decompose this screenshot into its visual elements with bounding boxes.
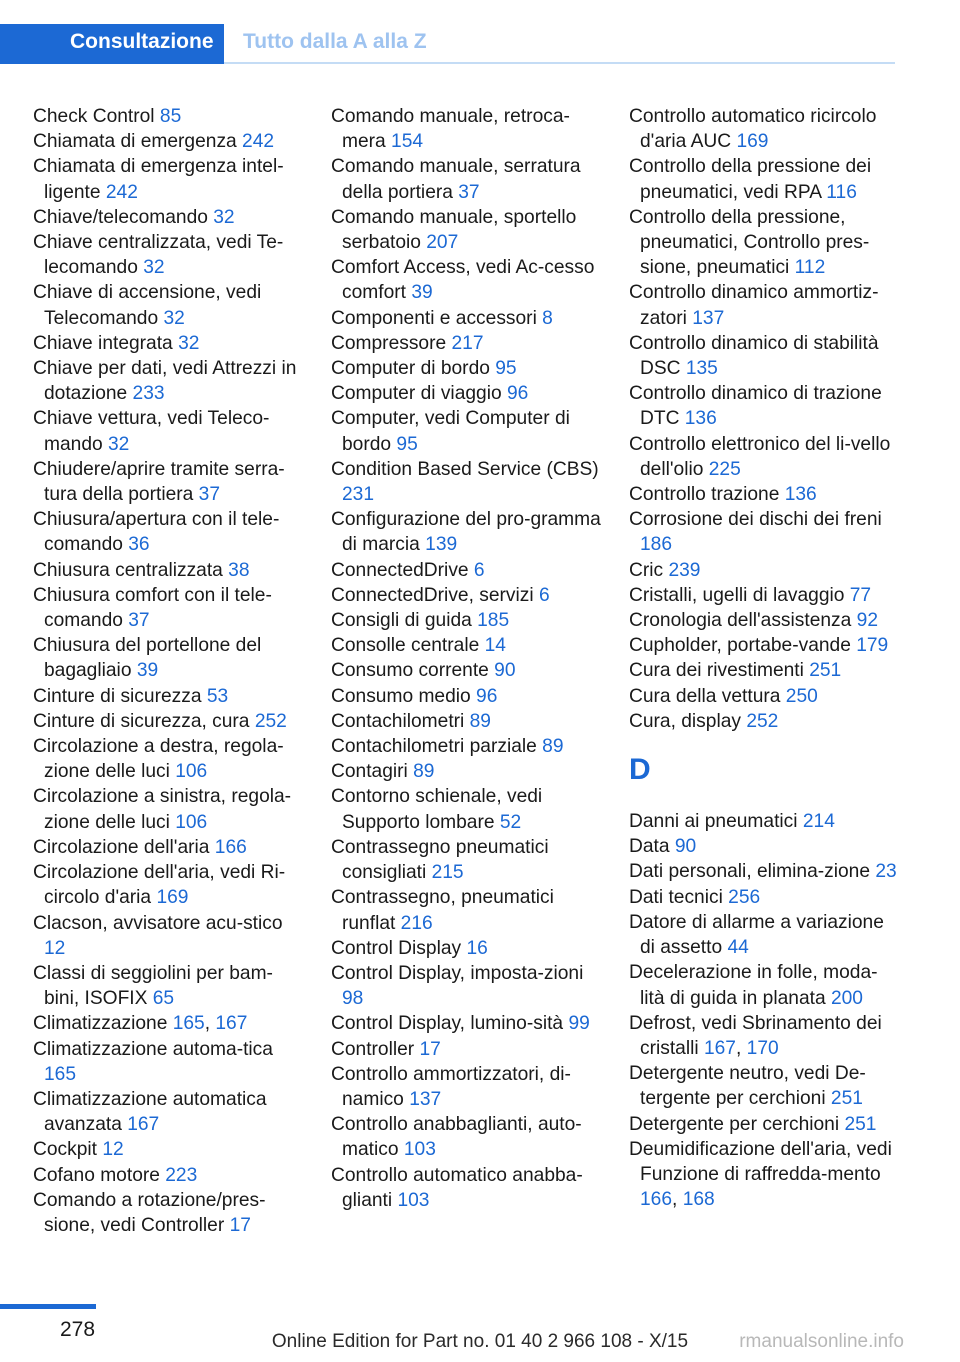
index-term: Clacson, avvisatore acu‐stico bbox=[33, 912, 283, 934]
index-term: Chiamata di emergenza bbox=[33, 131, 243, 153]
index-entry bbox=[33, 1137, 303, 1162]
index-term: Decelerazione in folle, moda‐lità di guida in planata bbox=[629, 962, 878, 1009]
index-term: Corrosione dei dischi dei freni bbox=[629, 509, 882, 531]
index-term: Compressore bbox=[331, 332, 452, 354]
index-term: Dati tecnici bbox=[629, 886, 729, 908]
index-entry bbox=[629, 910, 899, 960]
index-term: Cockpit bbox=[33, 1139, 103, 1161]
index-entry bbox=[331, 885, 601, 935]
page-reference-link[interactable]: 92 bbox=[856, 610, 878, 632]
index-term: Controllo automatico anabba‐glianti bbox=[331, 1164, 583, 1211]
index-entry bbox=[33, 457, 303, 507]
index-term: Control Display bbox=[331, 937, 467, 959]
index-term: Danni ai pneumatici bbox=[629, 811, 803, 833]
index-term: Computer di bordo bbox=[331, 358, 496, 380]
index-term: Controllo della pressione, pneumatici, Controllo pres‐sione, pneumatici bbox=[629, 206, 870, 279]
index-entry bbox=[33, 558, 303, 583]
index-term: Chiudere/aprire tramite serra‐tura della portiera bbox=[33, 458, 285, 506]
index-term: Configurazione del pro‐gramma di marcia bbox=[331, 509, 601, 556]
index-term: Cura dei rivestimenti bbox=[629, 660, 810, 682]
index-entry bbox=[629, 205, 899, 281]
page-reference-link[interactable]: 135 bbox=[685, 358, 718, 380]
page-reference-link[interactable]: 32 bbox=[163, 307, 185, 329]
page-reference-link[interactable]: 169 bbox=[156, 887, 189, 909]
index-term: Circolazione a sinistra, regola‐zione delle luci bbox=[33, 786, 292, 833]
index-entry bbox=[33, 734, 303, 784]
index-entry bbox=[331, 936, 601, 961]
index-entry bbox=[331, 558, 601, 583]
index-term: Consumo medio bbox=[331, 685, 477, 707]
page-reference-link[interactable]: 37 bbox=[458, 181, 480, 203]
index-entry bbox=[629, 885, 899, 910]
page-reference-link[interactable]: 139 bbox=[425, 534, 458, 556]
page-reference-link[interactable]: 137 bbox=[409, 1088, 442, 1110]
page-reference-link[interactable]: 37 bbox=[128, 610, 150, 632]
index-term: Chiusura comfort con il tele‐comando bbox=[33, 584, 272, 632]
page-reference-link[interactable]: 167 bbox=[215, 1013, 248, 1035]
page-reference-link[interactable]: 8 bbox=[542, 307, 553, 329]
index-entry bbox=[33, 835, 303, 860]
page-reference-link[interactable]: 116 bbox=[826, 181, 857, 203]
page-reference-link[interactable]: 136 bbox=[784, 484, 817, 506]
index-entry bbox=[629, 280, 899, 330]
index-entry bbox=[331, 835, 601, 885]
index-entry bbox=[331, 406, 601, 456]
index-entry bbox=[331, 1112, 601, 1162]
page-reference-link[interactable]: 32 bbox=[213, 206, 235, 228]
page-reference-link[interactable]: 23 bbox=[875, 861, 897, 883]
index-term: Contachilometri bbox=[331, 710, 470, 732]
page-reference-link[interactable]: 185 bbox=[477, 610, 510, 632]
page-reference-link[interactable]: 165 bbox=[44, 1063, 77, 1085]
index-term: Contagiri bbox=[331, 761, 414, 783]
page-reference-link[interactable]: 106 bbox=[175, 761, 208, 783]
index-entry bbox=[331, 457, 601, 507]
index-entry bbox=[33, 230, 303, 280]
index-entry bbox=[331, 255, 601, 305]
index-entry bbox=[33, 104, 303, 129]
index-term: Controllo dinamico di trazione DTC bbox=[629, 383, 882, 430]
index-entry bbox=[331, 608, 601, 633]
page-reference-link[interactable]: 17 bbox=[419, 1038, 441, 1060]
page-reference-link[interactable]: 103 bbox=[397, 1189, 430, 1211]
page-reference-link[interactable]: 44 bbox=[727, 937, 749, 959]
index-entry bbox=[331, 658, 601, 683]
index-entry bbox=[629, 558, 899, 583]
index-entry bbox=[331, 1062, 601, 1112]
index-term: Check Control bbox=[33, 106, 160, 127]
index-entry bbox=[629, 633, 899, 658]
page-reference-link[interactable]: 106 bbox=[175, 811, 208, 833]
page-reference-link[interactable]: 52 bbox=[499, 811, 522, 833]
page-reference-link[interactable]: 6 bbox=[538, 584, 550, 606]
index-entry bbox=[331, 734, 601, 759]
page-reference-link[interactable]: 242 bbox=[105, 181, 138, 203]
page-reference-link[interactable]: 90 bbox=[674, 836, 697, 858]
index-term: Chiusura/apertura con il tele‐comando bbox=[33, 509, 280, 556]
index-entry bbox=[331, 633, 601, 658]
index-entry bbox=[33, 633, 303, 683]
index-entry bbox=[331, 331, 601, 356]
index-entry bbox=[629, 1112, 899, 1137]
page-reference-link[interactable]: 137 bbox=[692, 307, 725, 329]
page-reference-link[interactable]: 12 bbox=[102, 1139, 124, 1161]
index-entry bbox=[331, 356, 601, 381]
index-entry bbox=[331, 104, 601, 154]
index-term: Chiusura centralizzata bbox=[33, 559, 229, 581]
page-reference-link[interactable]: 136 bbox=[684, 408, 717, 430]
index-entry bbox=[33, 684, 303, 709]
index-term: Circolazione a destra, regola‐zione delle luci bbox=[33, 736, 284, 783]
page-reference-link[interactable]: 214 bbox=[802, 811, 835, 833]
page-reference-link[interactable]: 165 bbox=[172, 1013, 205, 1035]
index-entry bbox=[629, 834, 899, 859]
index-entry bbox=[33, 1163, 303, 1188]
index-term: Comando a rotazione/pres‐sione, vedi Controller bbox=[33, 1189, 266, 1236]
page-reference-link[interactable]: 215 bbox=[431, 862, 464, 884]
page-reference-link[interactable]: 39 bbox=[411, 282, 433, 304]
page-reference-link[interactable]: 207 bbox=[426, 232, 459, 254]
page-reference-link[interactable]: 38 bbox=[228, 559, 250, 581]
index-entry bbox=[33, 911, 303, 961]
index-entry bbox=[33, 860, 303, 910]
index-term: Comando manuale, retroca‐mera bbox=[331, 106, 570, 153]
index-term: ConnectedDrive, servizi bbox=[331, 584, 539, 606]
index-entry bbox=[33, 129, 303, 154]
index-term: Defrost, vedi Sbrinamento dei cristalli bbox=[629, 1012, 882, 1059]
page-reference-link[interactable]: 251 bbox=[844, 1113, 877, 1135]
index-entry bbox=[629, 104, 899, 154]
index-column-2 bbox=[331, 104, 601, 1213]
index-term: Contachilometri parziale bbox=[331, 736, 543, 758]
page-reference-link[interactable]: 154 bbox=[391, 131, 424, 153]
index-entry bbox=[33, 280, 303, 330]
index-column-3 bbox=[629, 104, 899, 1212]
index-term: Detergente per cerchioni bbox=[629, 1113, 845, 1135]
index-term: Componenti e accessori bbox=[331, 307, 543, 329]
page-reference-link[interactable]: 103 bbox=[403, 1139, 436, 1161]
page-reference-link[interactable]: 252 bbox=[254, 710, 287, 732]
tab-consultazione[interactable]: Consultazione bbox=[70, 30, 214, 53]
page-reference-link[interactable]: 112 bbox=[794, 257, 826, 279]
index-entry bbox=[33, 406, 303, 456]
page-reference-link[interactable]: 231 bbox=[342, 484, 375, 506]
index-entry bbox=[331, 784, 601, 834]
index-term: Dati personali, elimina‐zione bbox=[629, 861, 876, 883]
index-term: Contrassegno, pneumatici runflat bbox=[331, 887, 554, 934]
index-entry bbox=[331, 1011, 601, 1036]
index-term: Consigli di guida bbox=[331, 610, 478, 632]
index-term: Cric bbox=[629, 559, 669, 581]
page-reference-link[interactable]: 96 bbox=[506, 383, 529, 405]
page-reference-link[interactable]: 36 bbox=[128, 534, 150, 556]
index-term: Consolle centrale bbox=[331, 635, 485, 657]
index-entry bbox=[629, 331, 899, 381]
index-entry bbox=[33, 1037, 303, 1087]
index-term: Controllo automatico ricircolo d'aria AUC bbox=[629, 106, 877, 153]
page-reference-link[interactable]: 250 bbox=[785, 685, 818, 707]
page-reference-link[interactable]: 12 bbox=[44, 937, 66, 959]
index-term: Controllo anabbaglianti, auto‐matico bbox=[331, 1114, 582, 1161]
index-entry bbox=[33, 784, 303, 834]
section-title: Tutto dalla A alla Z bbox=[243, 30, 427, 53]
page-reference-link[interactable]: 6 bbox=[473, 559, 485, 581]
index-entry bbox=[629, 859, 899, 884]
index-entry bbox=[331, 1163, 601, 1213]
index-term: Controllo dinamico di stabilità DSC bbox=[629, 332, 879, 380]
page-reference-link[interactable]: 89 bbox=[542, 736, 564, 758]
page-reference-link[interactable]: 85 bbox=[159, 106, 182, 127]
page-reference-link[interactable]: 168 bbox=[682, 1189, 715, 1211]
index-term: Chiave per dati, vedi Attrezzi in dotazione bbox=[33, 358, 297, 405]
index-term: Consumo corrente bbox=[331, 660, 495, 682]
index-entry bbox=[33, 1087, 303, 1137]
index-term: Circolazione dell'aria, vedi Ri‐circolo d'aria bbox=[33, 862, 286, 909]
page-reference-link[interactable]: 17 bbox=[229, 1214, 251, 1236]
page-reference-link[interactable]: 170 bbox=[746, 1037, 779, 1059]
index-term: Cronologia dell'assistenza bbox=[629, 610, 857, 632]
page-reference-link[interactable]: 200 bbox=[830, 987, 863, 1009]
index-term: Datore di allarme a variazione di assetto bbox=[629, 911, 884, 959]
index-entry: Deumidificazione dell'aria, vedi Funzione di raffredda‐mento 166, 168 bbox=[629, 1138, 892, 1211]
index-entry bbox=[331, 306, 601, 331]
index-term: Contorno schienale, vedi Supporto lombare bbox=[331, 786, 543, 833]
index-entry: Defrost, vedi Sbrinamento dei cristalli 167, 170 bbox=[629, 1012, 882, 1059]
index-term: Climatizzazione bbox=[33, 1013, 173, 1035]
page-reference-link[interactable]: 95 bbox=[495, 358, 517, 380]
index-term: Comando manuale, serratura della portiera bbox=[331, 156, 581, 203]
page-reference-link[interactable]: 39 bbox=[136, 660, 159, 682]
index-entry bbox=[629, 154, 899, 204]
watermark-text: rmanualsonline.info bbox=[739, 1331, 904, 1352]
header-divider bbox=[224, 62, 895, 64]
index-term: Controllo dinamico ammortiz‐zatori bbox=[629, 282, 879, 329]
page-reference-link[interactable]: 169 bbox=[736, 131, 769, 153]
index-term: Chiave di accensione, vedi Telecomando bbox=[33, 282, 262, 329]
index-entry bbox=[629, 432, 899, 482]
index-term: Cura della vettura bbox=[629, 685, 786, 707]
index-term: ConnectedDrive bbox=[331, 559, 474, 581]
page-reference-link[interactable]: 95 bbox=[396, 433, 418, 455]
index-term: Comando manuale, sportello serbatoio bbox=[331, 206, 577, 254]
index-term: Chiamata di emergenza intel‐ligente bbox=[33, 156, 284, 203]
index-entry bbox=[629, 507, 899, 557]
page-reference-link[interactable]: 252 bbox=[746, 710, 779, 732]
index-term: Climatizzazione automa‐tica bbox=[33, 1038, 273, 1060]
page-reference-link[interactable]: 233 bbox=[132, 383, 165, 405]
page-reference-link[interactable]: 179 bbox=[856, 635, 889, 657]
index-term: Cinture di sicurezza bbox=[33, 685, 207, 707]
page-reference-link[interactable]: 32 bbox=[143, 257, 165, 279]
page-number: 278 bbox=[60, 1318, 96, 1341]
index-entry bbox=[629, 1061, 899, 1111]
index-term: Detergente neutro, vedi De‐tergente per cerchioni bbox=[629, 1063, 866, 1110]
index-entry bbox=[33, 356, 303, 406]
index-term: Deumidificazione dell'aria, vedi Funzione di raffredda‐mento bbox=[629, 1138, 892, 1185]
index-entry bbox=[33, 205, 303, 230]
index-entry bbox=[629, 381, 899, 431]
page-reference-link[interactable]: 53 bbox=[206, 685, 229, 707]
page-reference-link[interactable]: 256 bbox=[728, 886, 761, 908]
page-reference-link[interactable]: 242 bbox=[242, 131, 275, 153]
index-term: Chiave/telecomando bbox=[33, 206, 214, 228]
index-entry bbox=[331, 507, 601, 557]
index-term: Controllo elettronico del li‐vello dell'olio bbox=[629, 433, 891, 480]
index-term: Cinture di sicurezza, cura bbox=[33, 710, 255, 732]
index-term: Data bbox=[629, 836, 675, 858]
index-term: Controllo trazione bbox=[629, 484, 785, 506]
index-entry bbox=[331, 759, 601, 784]
index-entry: Climatizzazione 165, 167 bbox=[33, 1013, 248, 1035]
index-term: Chiave vettura, vedi Teleco‐mando bbox=[33, 408, 270, 455]
page-reference-link[interactable]: 65 bbox=[152, 988, 175, 1010]
index-entry bbox=[33, 961, 303, 1011]
index-term: Computer, vedi Computer di bordo bbox=[331, 408, 570, 455]
index-entry bbox=[331, 381, 601, 406]
page-reference-link[interactable]: 251 bbox=[830, 1088, 863, 1110]
index-term: Cristalli, ugelli di lavaggio bbox=[629, 584, 850, 606]
index-entry bbox=[33, 331, 303, 356]
index-term: Contrassegno pneumatici consigliati bbox=[331, 836, 549, 884]
section-letter: D bbox=[629, 753, 651, 787]
index-term: Chiave centralizzata, vedi Te‐lecomando bbox=[33, 232, 284, 279]
index-entry bbox=[33, 154, 303, 204]
index-entry bbox=[629, 482, 899, 507]
index-entry bbox=[629, 658, 899, 683]
index-term: Cupholder, portabe‐vande bbox=[629, 635, 857, 657]
index-entry bbox=[331, 205, 601, 255]
page-reference-link[interactable]: 98 bbox=[342, 988, 364, 1010]
index-entry bbox=[331, 961, 601, 1011]
page-reference-link[interactable]: 167 bbox=[127, 1114, 160, 1136]
page-reference-link[interactable]: 90 bbox=[494, 660, 516, 682]
page-reference-link[interactable]: 99 bbox=[568, 1013, 590, 1035]
page-reference-link[interactable]: 166 bbox=[214, 836, 247, 858]
index-term: Climatizzazione automatica avanzata bbox=[33, 1088, 267, 1136]
index-entry bbox=[33, 1188, 303, 1238]
page-reference-link[interactable]: 32 bbox=[108, 433, 130, 455]
index-entry bbox=[331, 709, 601, 734]
index-entry bbox=[629, 709, 899, 734]
index-entry bbox=[331, 583, 601, 608]
index-term: Chiave integrata bbox=[33, 332, 179, 354]
index-entry bbox=[331, 684, 601, 709]
page-reference-link[interactable]: 32 bbox=[178, 332, 200, 354]
index-term: Control Display, imposta‐zioni bbox=[331, 962, 584, 984]
index-term: Control Display, lumino‐sità bbox=[331, 1013, 569, 1035]
index-entry bbox=[629, 583, 899, 608]
index-term: Computer di viaggio bbox=[331, 383, 507, 405]
page-reference-link[interactable]: 217 bbox=[451, 332, 484, 354]
index-entry bbox=[331, 1037, 601, 1062]
index-column-1 bbox=[33, 104, 303, 1238]
index-entry bbox=[33, 507, 303, 557]
page-reference-link[interactable]: 225 bbox=[708, 458, 741, 480]
index-entry bbox=[33, 709, 303, 734]
index-term: Chiusura del portellone del bagagliaio bbox=[33, 635, 262, 682]
page-reference-link[interactable]: 167 bbox=[703, 1037, 736, 1059]
page-reference-link[interactable]: 89 bbox=[469, 710, 491, 732]
index-term: Condition Based Service (CBS) bbox=[331, 458, 599, 480]
page-reference-link[interactable]: 216 bbox=[400, 912, 433, 934]
page-reference-link[interactable]: 239 bbox=[668, 559, 701, 581]
page-reference-link[interactable]: 77 bbox=[849, 584, 872, 606]
index-term: Controllo ammortizzatori, di‐namico bbox=[331, 1063, 571, 1110]
page-reference-link[interactable]: 223 bbox=[165, 1164, 198, 1186]
page-reference-link[interactable]: 251 bbox=[809, 660, 842, 682]
page-reference-link[interactable]: 89 bbox=[413, 761, 435, 783]
page-reference-link[interactable]: 37 bbox=[198, 484, 220, 506]
page-header bbox=[0, 0, 960, 64]
page-reference-link[interactable]: 14 bbox=[484, 635, 506, 657]
index-entry bbox=[33, 583, 303, 633]
index-term: Controllo della pressione dei pneumatici, vedi RPA bbox=[629, 156, 872, 203]
index-term: Classi di seggiolini per bam‐bini, ISOFIX bbox=[33, 962, 273, 1010]
page-reference-link[interactable]: 186 bbox=[640, 534, 673, 556]
edition-note: Online Edition for Part no. 01 40 2 966 108 - X/15 bbox=[271, 1331, 689, 1352]
index-entry bbox=[629, 684, 899, 709]
index-term: Circolazione dell'aria bbox=[33, 836, 215, 858]
index-term: Controller bbox=[331, 1038, 420, 1060]
index-term: Cofano motore bbox=[33, 1164, 166, 1186]
index-entry bbox=[629, 960, 899, 1010]
index-term: Comfort Access, vedi Ac‐cesso comfort bbox=[331, 257, 595, 304]
index-term: Cura, display bbox=[629, 710, 747, 732]
footer-accent-bar bbox=[0, 1304, 96, 1309]
page-reference-link[interactable]: 166 bbox=[640, 1189, 673, 1211]
index-entry bbox=[331, 154, 601, 204]
page-reference-link[interactable]: 96 bbox=[476, 685, 498, 707]
index-entry bbox=[629, 608, 899, 633]
index-entry bbox=[629, 809, 899, 834]
page-reference-link[interactable]: 16 bbox=[466, 937, 488, 959]
